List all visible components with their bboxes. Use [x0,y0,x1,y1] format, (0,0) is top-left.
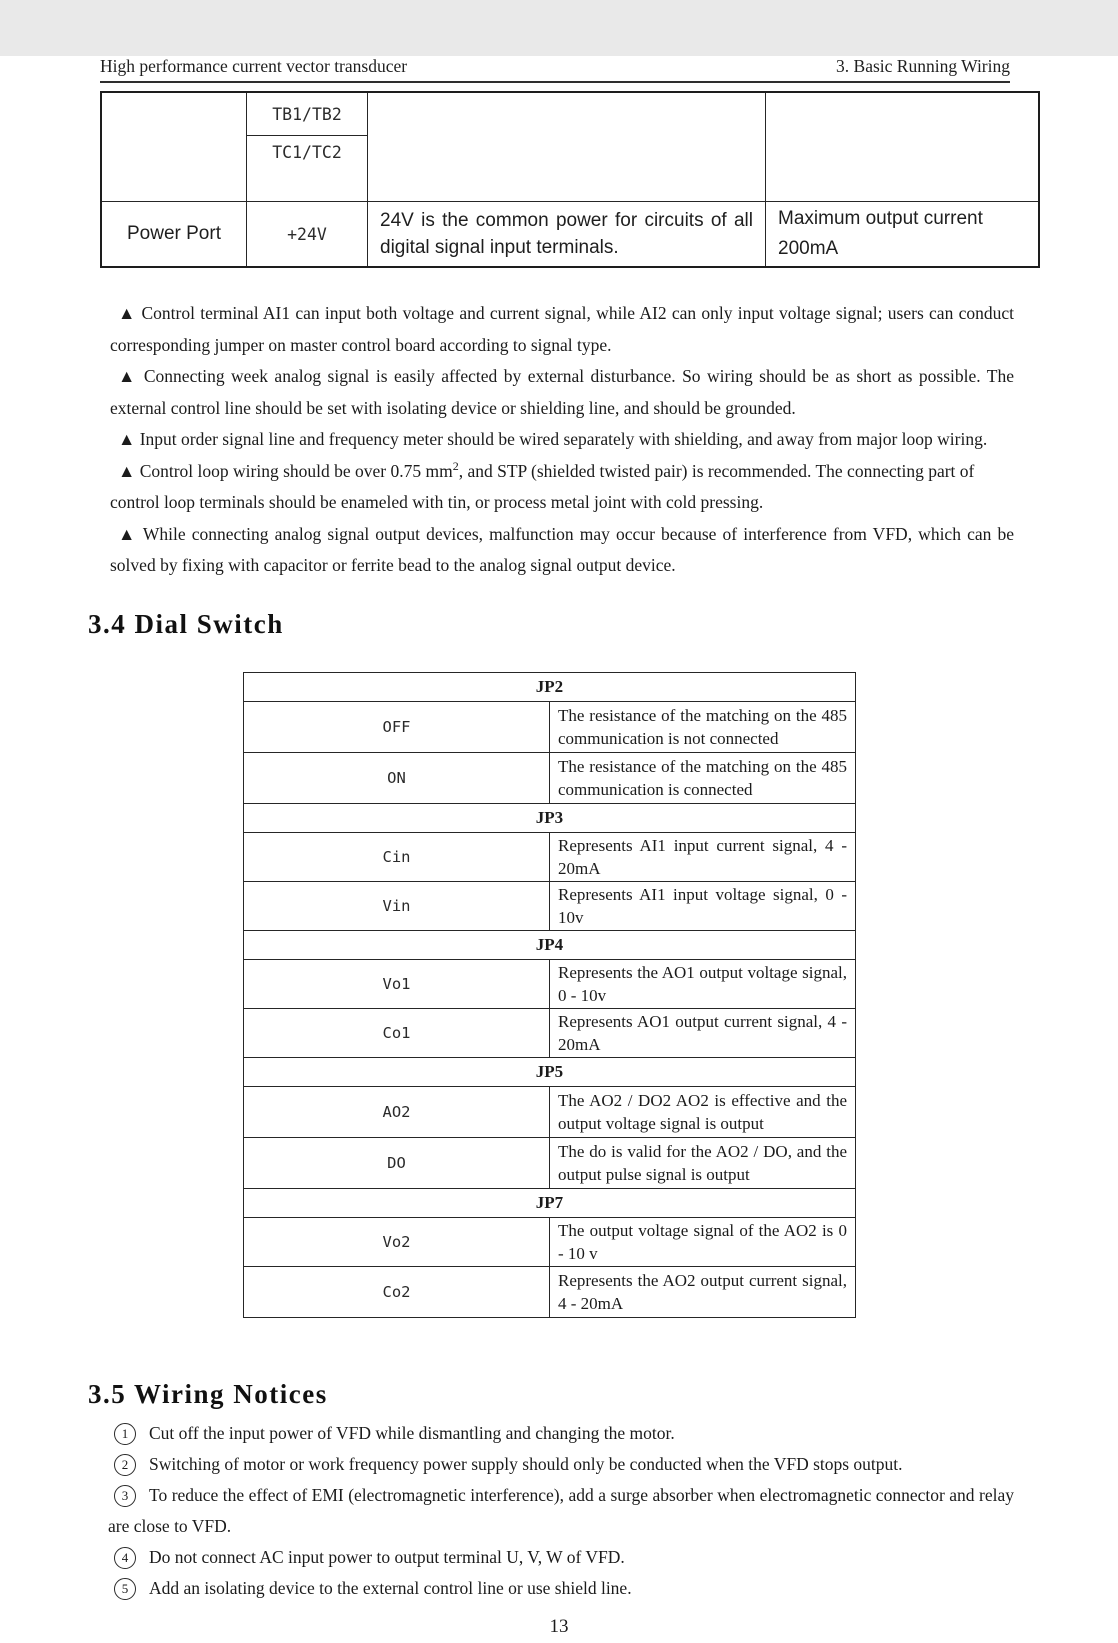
document-page [0,56,1118,1643]
table-row [244,930,856,959]
jp4-vo1-desc-cell: Represents the AO1 output voltage signal, 0 - 10v [550,959,856,1008]
table-row [101,202,1039,268]
power-description-cell: 24V is the common power for circuits of all digital signal input terminals. [368,202,766,268]
jp5-header-cell: JP5 [244,1057,856,1086]
jp7-vo2-label-cell: Vo2 [244,1217,550,1266]
jp4-vo1-label-cell: Vo1 [244,959,550,1008]
jp2-on-label-cell: ON [244,752,550,803]
max-output-cell: Maximum output current 200mA [766,202,1040,268]
jp7-header-cell: JP7 [244,1188,856,1217]
jp7-vo2-desc-cell: The output voltage signal of the AO2 is 0 - 10 v [550,1217,856,1266]
terminal-24v-cell: +24V [247,202,368,268]
table-row [101,92,1039,136]
jp2-header-cell: JP2 [244,672,856,701]
superscript-2: 2 [452,458,459,473]
jp2-on-desc-cell: The resistance of the matching on the 485 communication is connected [550,752,856,803]
jp2-off-label-cell: OFF [244,701,550,752]
jp5-ao2-desc-cell: The AO2 / DO2 AO2 is effective and the output voltage signal is output [550,1086,856,1137]
note-analog-output: ▲ While connecting analog signal output devices, malfunction may occur because of interference from VFD, which can be solved by fixing with capacitor or ferrite bead to the analog signal output device. [110,523,1014,575]
table-row [244,752,856,803]
dial-switch-table [243,672,856,1318]
power-table-empty-spec-cell [766,92,1040,202]
note-ai1-ai2: ▲ Control terminal AI1 can input both voltage and current signal, while AI2 can only input voltage signal; users can conduct corresponding jumper on master control board according to signal type. [110,303,1014,355]
page-number: 13 [549,1615,569,1637]
wiring-item-3-text: To reduce the effect of EMI (electromagnetic interference), add a surge absorber when electromagnetic connector and relay are close to VFD. [108,1484,1014,1536]
wiring-item-5 [108,1573,1014,1604]
table-row [244,1057,856,1086]
table-row [244,672,856,701]
circled-number-2: 2 [114,1454,136,1476]
jp5-ao2-label-cell: AO2 [244,1086,550,1137]
table-row [244,1086,856,1137]
section-title-wiring-notices: 3.5 Wiring Notices [88,1378,328,1409]
power-port-table [100,91,1040,268]
jp4-co1-label-cell: Co1 [244,1008,550,1057]
wiring-item-5-text: Add an isolating device to the external control line or use shield line. [149,1577,632,1598]
jp5-do-desc-cell: The do is valid for the AO2 / DO, and the output pulse signal is output [550,1137,856,1188]
wiring-item-4-text: Do not connect AC input power to output terminal U, V, W of VFD. [149,1546,625,1567]
running-header [100,56,1010,83]
note-control-loop-pre: ▲ Control loop wiring should be over 0.75 mm [118,460,453,481]
jp3-header-cell: JP3 [244,803,856,832]
note-control-loop [110,456,1014,488]
circled-number-3: 3 [114,1485,136,1507]
wiring-item-1-text: Cut off the input power of VFD while dismantling and changing the motor. [149,1422,675,1443]
table-row [244,881,856,930]
table-row [244,1137,856,1188]
table-row [244,1266,856,1317]
table-row [244,959,856,1008]
terminal-tb-cell: TB1/TB2 [247,92,368,136]
jp7-co2-desc-cell: Represents the AO2 output current signal, 4 - 20mA [550,1266,856,1317]
terminal-tc-cell: TC1/TC2 [247,136,368,202]
jp2-off-desc-cell: The resistance of the matching on the 485 communication is not connected [550,701,856,752]
notes-block [110,298,1014,582]
circled-number-1: 1 [114,1423,136,1445]
wiring-item-4 [108,1542,1014,1573]
table-row [244,1188,856,1217]
power-table-empty-desc-cell [368,92,766,202]
note-weak-analog: ▲ Connecting week analog signal is easily affected by external disturbance. So wiring should be as short as possible. The external control line should be set with isolating device or shielding line, and should be grounded. [110,366,1014,418]
table-row [244,1217,856,1266]
wiring-item-1 [108,1418,1014,1449]
header-left-title: High performance current vector transducer [100,56,408,76]
power-port-label-cell: Power Port [101,202,247,268]
jp4-header-cell: JP4 [244,930,856,959]
jp3-vin-desc-cell: Represents AI1 input voltage signal, 0 - 10v [550,881,856,930]
section-title-dial-switch: 3.4 Dial Switch [88,608,284,639]
header-right-title: 3. Basic Running Wiring [836,56,1010,76]
circled-number-5: 5 [114,1578,136,1600]
table-row [244,701,856,752]
jp7-co2-label-cell: Co2 [244,1266,550,1317]
table-row [244,803,856,832]
jp4-co1-desc-cell: Represents AO1 output current signal, 4 - 20mA [550,1008,856,1057]
circled-number-4: 4 [114,1547,136,1569]
jp3-cin-label-cell: Cin [244,832,550,881]
note-control-loop-continued: control loop terminals should be enameled with tin, or process metal joint with cold pressing. [110,492,764,512]
jp3-vin-label-cell: Vin [244,881,550,930]
table-row [244,1008,856,1057]
wiring-item-2 [108,1449,1014,1480]
jp5-do-label-cell: DO [244,1137,550,1188]
table-row [244,832,856,881]
wiring-notices-list [108,1418,1014,1604]
wiring-item-3 [108,1480,1014,1542]
power-table-corner-cell [101,92,247,202]
note-input-order: ▲ Input order signal line and frequency meter should be wired separately with shielding, and away from major loop wiring. [118,429,988,449]
jp3-cin-desc-cell: Represents AI1 input current signal, 4 - 20mA [550,832,856,881]
wiring-item-2-text: Switching of motor or work frequency power supply should only be conducted when the VFD stops output. [149,1453,903,1474]
note-control-loop-post: , and STP (shielded twisted pair) is recommended. The connecting part of [458,460,975,481]
